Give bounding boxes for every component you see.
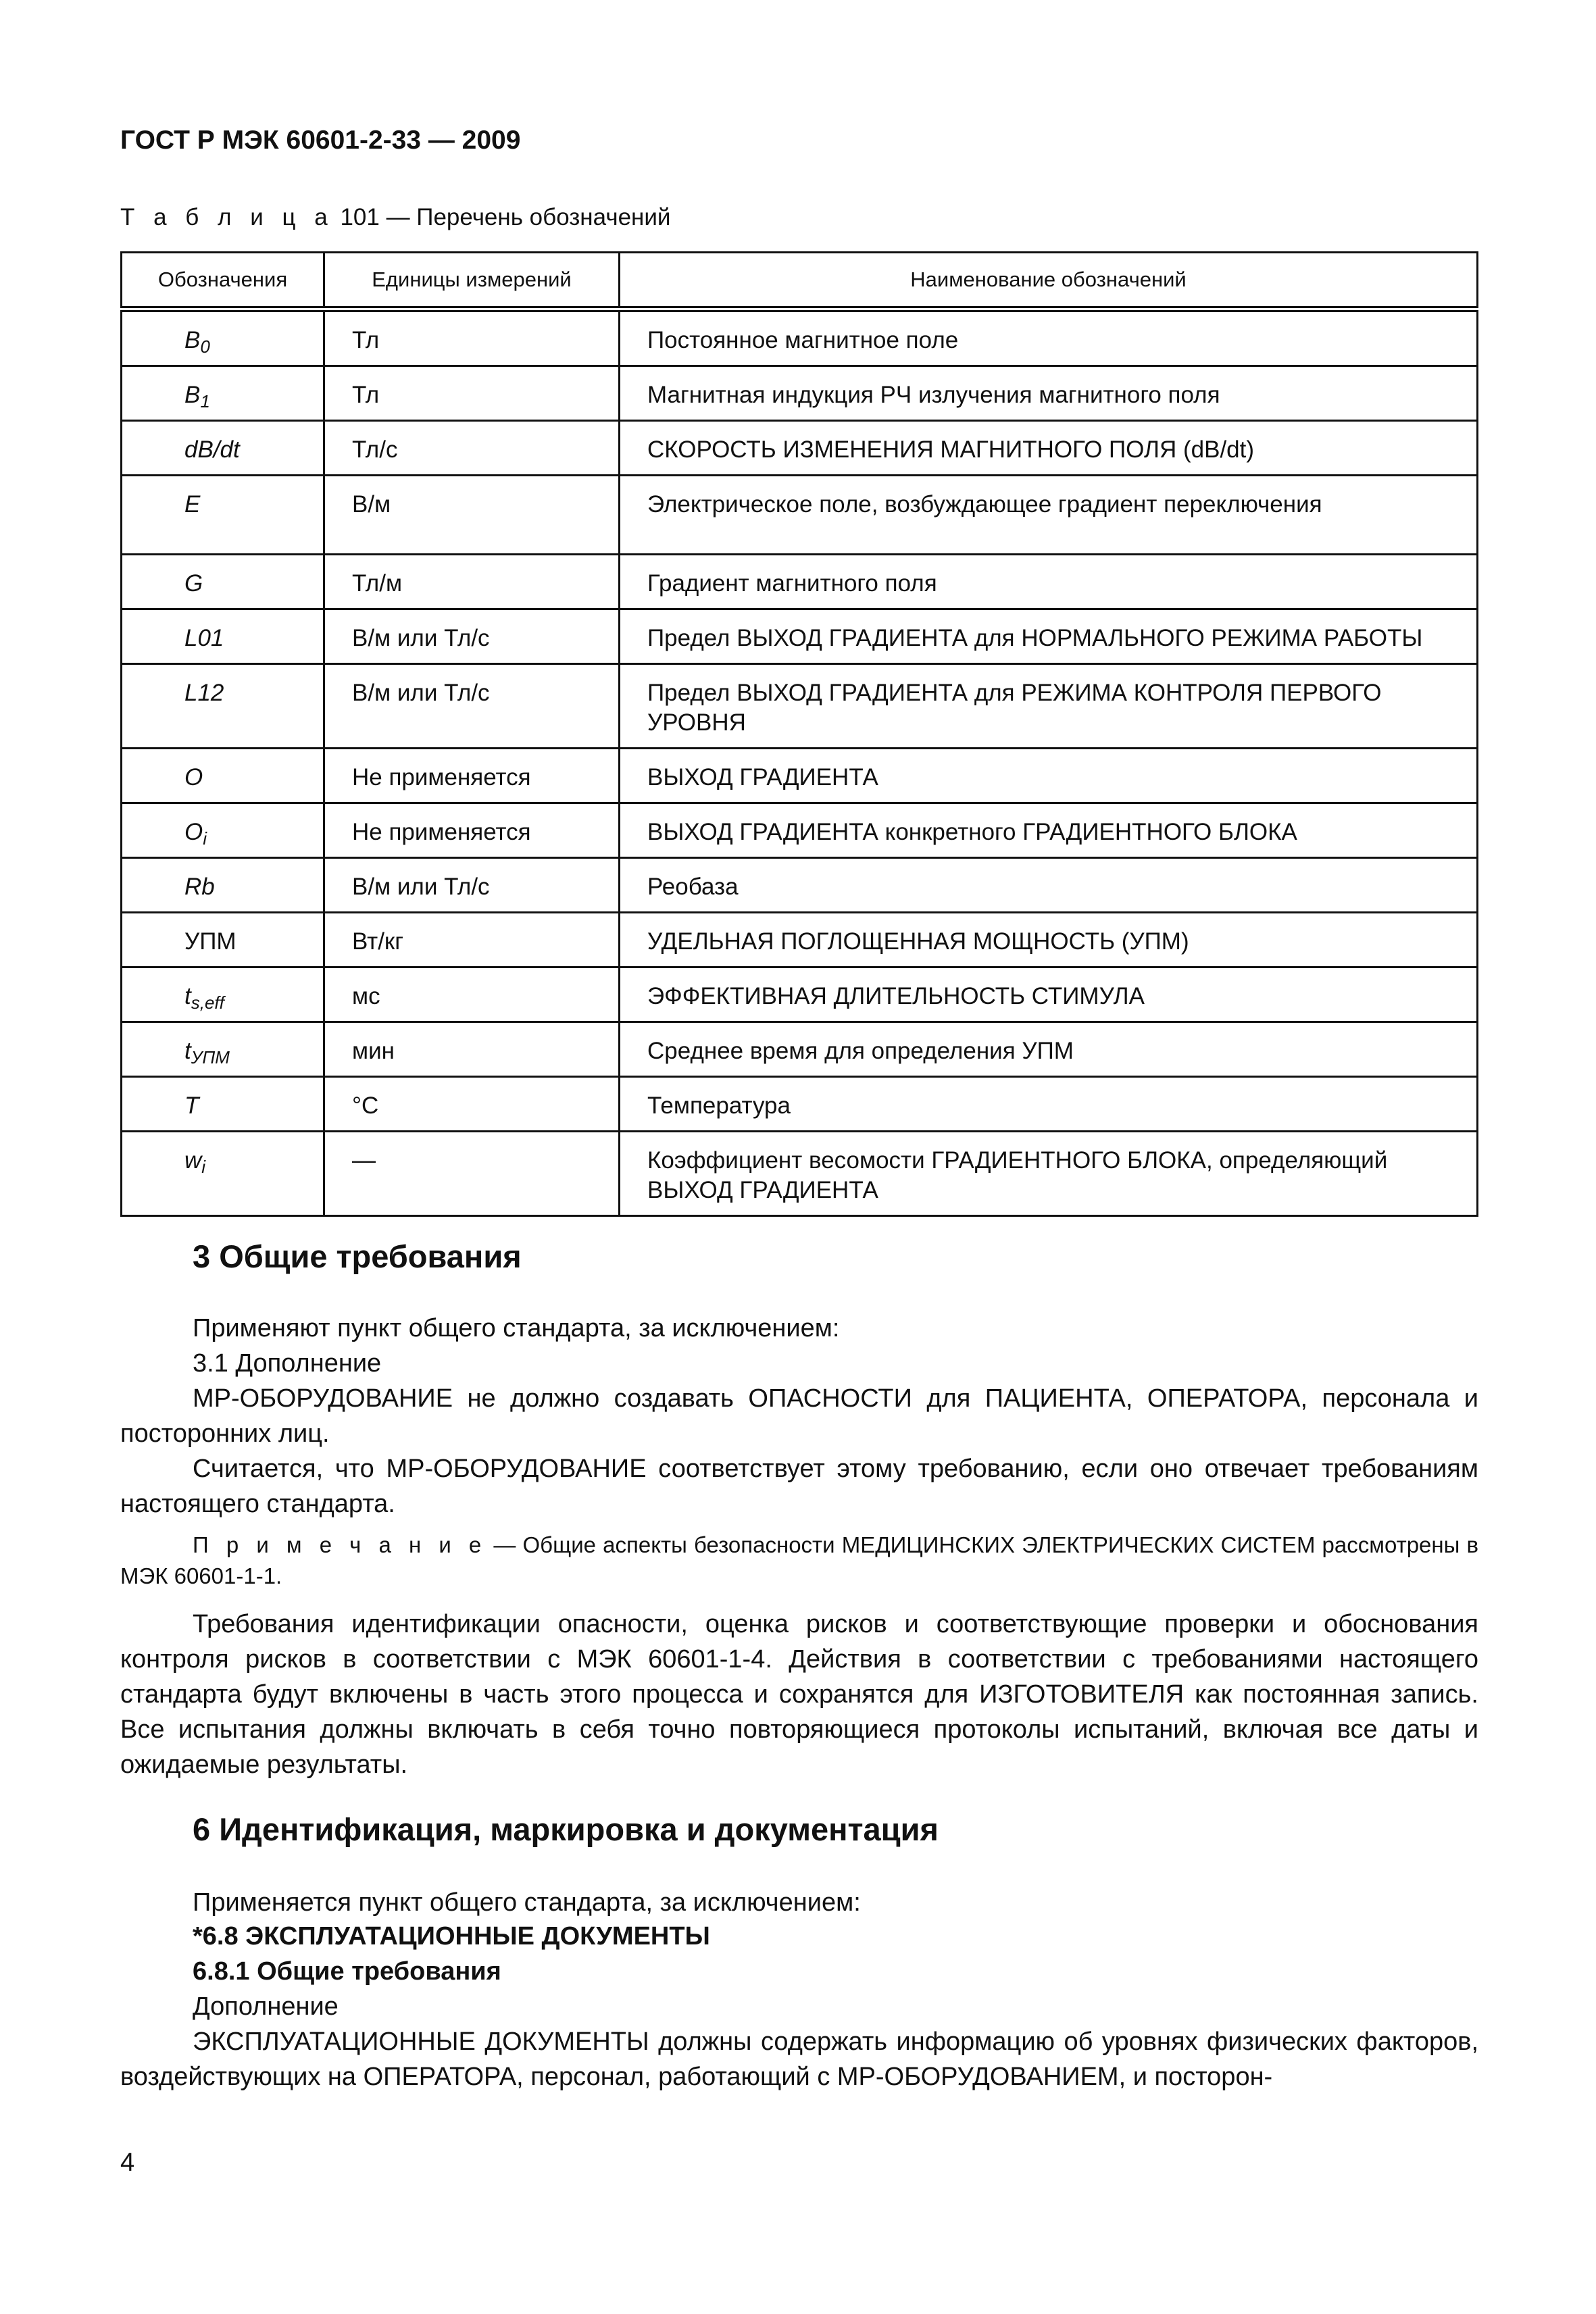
unit-cell: Тл/с [324, 421, 620, 476]
symbol-cell [122, 555, 324, 609]
section-3-title: 3 Общие требования [193, 1238, 522, 1274]
symbol-subscript: 0 [200, 336, 210, 357]
section-3-para-3: МР-ОБОРУДОВАНИЕ не должно создавать ОПАСНОСТИ для ПАЦИЕНТА, ОПЕРАТОРА, персонала и посторонних лиц. [120, 1384, 1478, 1448]
page-number: 4 [120, 2148, 135, 2177]
symbols-table [120, 251, 1478, 1217]
table-row [122, 1022, 1478, 1077]
table-row [122, 555, 1478, 609]
table-caption-label: Т а б л и ц а [120, 204, 334, 230]
name-cell: Коэффициент весомости ГРАДИЕНТНОГО БЛОКА, определяющий ВЫХОД ГРАДИЕНТА [620, 1132, 1478, 1216]
section-6-para-3: 6.8.1 Общие требования [193, 1957, 501, 1986]
symbol-cell [122, 309, 324, 366]
unit-cell: мин [324, 1022, 620, 1077]
symbol-cell [122, 967, 324, 1022]
table-row [122, 967, 1478, 1022]
symbol-subscript: i [203, 828, 207, 849]
unit-cell: В/м [324, 476, 620, 555]
table-row [122, 1077, 1478, 1132]
table-caption [120, 204, 670, 231]
table-row [122, 749, 1478, 803]
symbol-text: УПМ [184, 928, 236, 955]
table-header-row [122, 253, 1478, 309]
table-row [122, 913, 1478, 967]
name-cell: Предел ВЫХОД ГРАДИЕНТА для РЕЖИМА КОНТРОЛЯ ПЕРВОГО УРОВНЯ [620, 664, 1478, 749]
symbol-text: L12 [184, 680, 224, 706]
section-3-para-2: 3.1 Дополнение [193, 1349, 382, 1378]
table-row [122, 858, 1478, 913]
header-symbol: Обозначения [122, 253, 324, 309]
symbol-cell [122, 1077, 324, 1132]
symbol-cell [122, 421, 324, 476]
table-row [122, 309, 1478, 366]
header-unit: Единицы измерений [324, 253, 620, 309]
symbol-subscript: i [201, 1157, 206, 1177]
symbol-cell [122, 1132, 324, 1216]
name-cell: ЭФФЕКТИВНАЯ ДЛИТЕЛЬНОСТЬ СТИМУЛА [620, 967, 1478, 1022]
symbol-text: O [184, 819, 203, 845]
symbol-cell [122, 664, 324, 749]
section-6-title: 6 Идентификация, маркировка и документация [193, 1811, 939, 1847]
name-cell: Постоянное магнитное поле [620, 309, 1478, 366]
symbol-subscript: s,eff [191, 992, 224, 1013]
name-cell: ВЫХОД ГРАДИЕНТА конкретного ГРАДИЕНТНОГО БЛОКА [620, 803, 1478, 858]
unit-cell: Не применяется [324, 803, 620, 858]
standard-header: ГОСТ Р МЭК 60601-2-33 — 2009 [120, 126, 521, 155]
unit-cell: Тл [324, 309, 620, 366]
name-cell: ВЫХОД ГРАДИЕНТА [620, 749, 1478, 803]
name-cell: УДЕЛЬНАЯ ПОГЛОЩЕННАЯ МОЩНОСТЬ (УПМ) [620, 913, 1478, 967]
unit-cell: — [324, 1132, 620, 1216]
unit-cell: В/м или Тл/с [324, 664, 620, 749]
symbol-cell [122, 749, 324, 803]
symbol-text: w [184, 1147, 202, 1174]
name-cell: Градиент магнитного поля [620, 555, 1478, 609]
table-row [122, 664, 1478, 749]
header-name: Наименование обозначений [620, 253, 1478, 309]
table-body [122, 309, 1478, 1216]
symbol-cell [122, 609, 324, 664]
note-text: — Общие аспекты безопасности МЕДИЦИНСКИХ ЭЛЕКТРИЧЕСКИХ СИСТЕМ рассмотрены в МЭК 60601-1-1. [120, 1532, 1478, 1588]
symbol-text: G [184, 570, 203, 597]
section-6-para-5: ЭКСПЛУАТАЦИОННЫЕ ДОКУМЕНТЫ должны содержать информацию об уровнях физических факторов, воздействующих на ОПЕРАТОРА, персонал, работающий с МР-ОБОРУДОВАНИЕМ, и посторон- [120, 2028, 1478, 2091]
name-cell: Электрическое поле, возбуждающее градиент переключения [620, 476, 1478, 555]
symbol-cell [122, 366, 324, 421]
symbol-text: t [184, 983, 191, 1009]
unit-cell: Тл [324, 366, 620, 421]
symbol-text: Rb [184, 874, 215, 900]
symbol-cell [122, 476, 324, 555]
table-row [122, 421, 1478, 476]
symbol-text: O [184, 764, 203, 790]
name-cell: Температура [620, 1077, 1478, 1132]
symbol-text: dB/dt [184, 436, 240, 463]
symbol-cell [122, 913, 324, 967]
symbol-text: E [184, 491, 201, 518]
name-cell: Реобаза [620, 858, 1478, 913]
unit-cell: Не применяется [324, 749, 620, 803]
unit-cell: °С [324, 1077, 620, 1132]
table-caption-text: 101 — Перечень обозначений [333, 204, 671, 230]
table-row [122, 609, 1478, 664]
symbol-cell [122, 803, 324, 858]
section-6-para-1: Применяется пункт общего стандарта, за исключением: [193, 1888, 861, 1917]
unit-cell: Тл/м [324, 555, 620, 609]
section-6-para-4: Дополнение [193, 1992, 339, 2021]
symbol-cell [122, 858, 324, 913]
name-cell: Предел ВЫХОД ГРАДИЕНТА для НОРМАЛЬНОГО РЕЖИМА РАБОТЫ [620, 609, 1478, 664]
symbol-text: B [184, 327, 201, 353]
name-cell: Среднее время для определения УПМ [620, 1022, 1478, 1077]
unit-cell: Вт/кг [324, 913, 620, 967]
name-cell: СКОРОСТЬ ИЗМЕНЕНИЯ МАГНИТНОГО ПОЛЯ (dB/dt) [620, 421, 1478, 476]
symbol-subscript: 1 [200, 391, 210, 411]
symbol-text: T [184, 1092, 199, 1119]
symbol-cell [122, 1022, 324, 1077]
unit-cell: В/м или Тл/с [324, 858, 620, 913]
symbol-text: B [184, 382, 201, 408]
section-3-para-1: Применяют пункт общего стандарта, за исключением: [193, 1314, 840, 1342]
note-label: П р и м е ч а н и е [193, 1532, 487, 1557]
section-3-para-5: Требования идентификации опасности, оценка рисков и соответствующие проверки и обоснования контроля рисков в соответствии с МЭК 60601-1-4. Действия в соответствии с требованиями настоящего стандарта будут включены в часть этого процесса и сохранятся для ИЗГОТОВИТЕЛЯ как постоянная запись. Все испытания должны включать в себя точно повторяющиеся протоколы испытаний, включая все даты и ожидаемые результаты. [120, 1610, 1478, 1779]
unit-cell: мс [324, 967, 620, 1022]
section-3-para-4: Считается, что МР-ОБОРУДОВАНИЕ соответствует этому требованию, если оно отвечает требованиям настоящего стандарта. [120, 1455, 1478, 1518]
symbol-text: t [184, 1038, 191, 1064]
symbol-text: L01 [184, 625, 224, 651]
table-row [122, 803, 1478, 858]
table-row [122, 366, 1478, 421]
name-cell: Магнитная индукция РЧ излучения магнитного поля [620, 366, 1478, 421]
section-6-para-2: *6.8 ЭКСПЛУАТАЦИОННЫЕ ДОКУМЕНТЫ [193, 1922, 710, 1951]
table-row [122, 1132, 1478, 1216]
section-3-note [120, 1530, 1478, 1592]
table-row [122, 476, 1478, 555]
unit-cell: В/м или Тл/с [324, 609, 620, 664]
symbol-subscript: УПМ [191, 1047, 230, 1067]
